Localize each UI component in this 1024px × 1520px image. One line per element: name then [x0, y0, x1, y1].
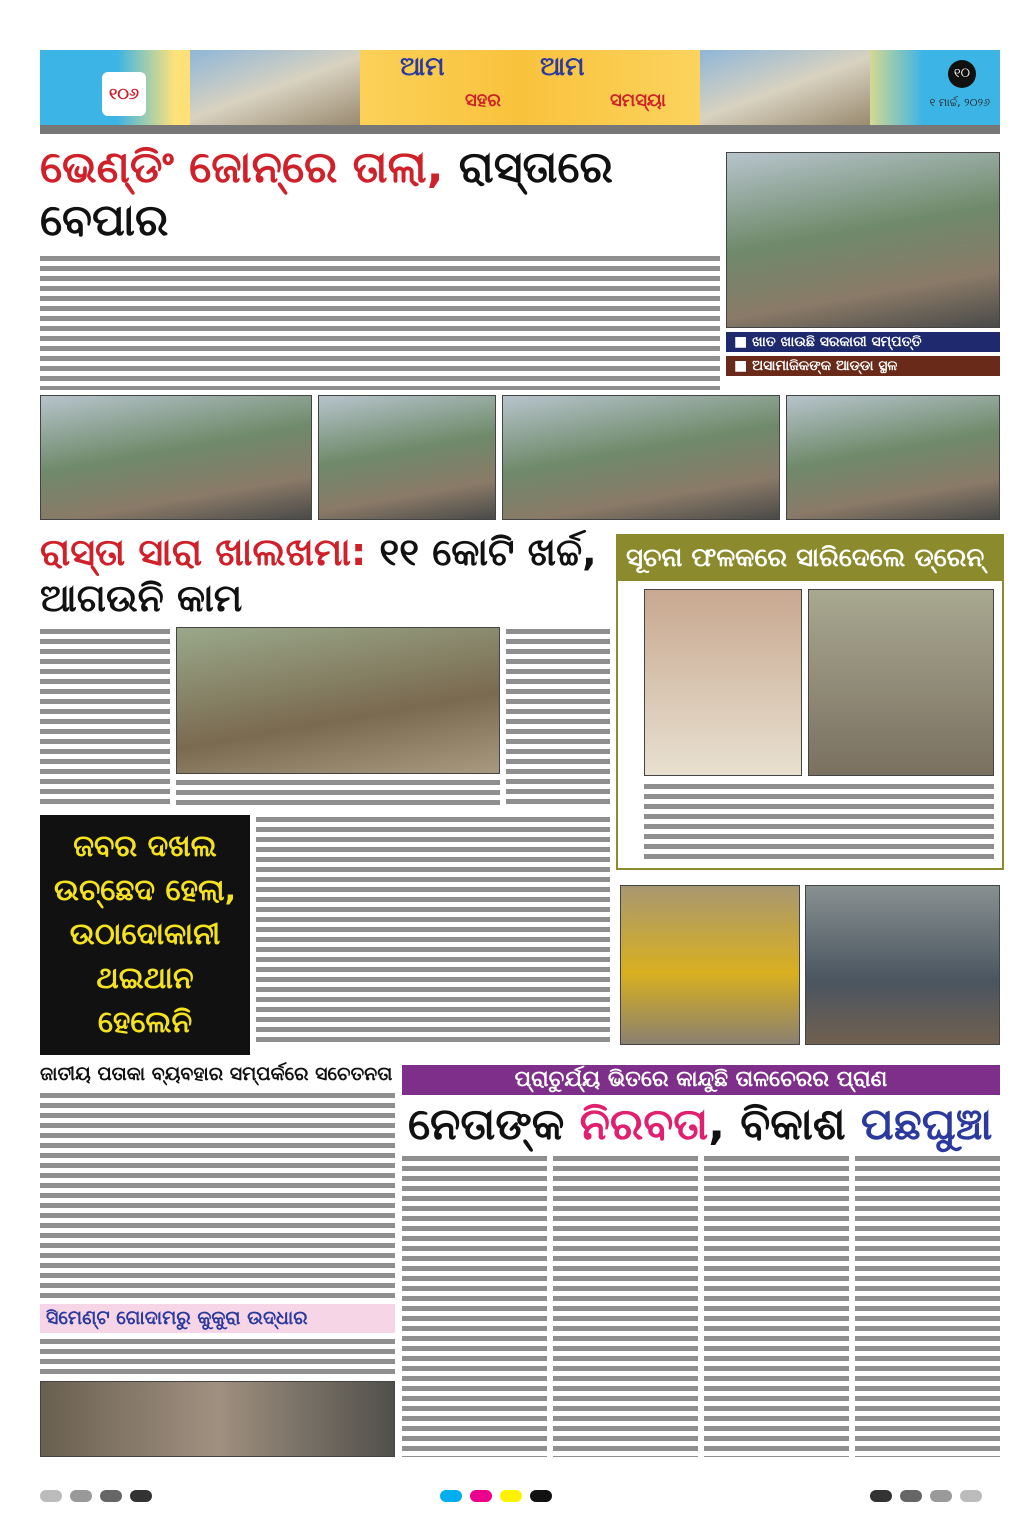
- road-story: [40, 530, 610, 808]
- article-body: [40, 254, 720, 390]
- article-body: [256, 815, 610, 1045]
- drain-photo-row: [644, 589, 994, 777]
- color-bar: [70, 1490, 92, 1502]
- road-body-row: [40, 627, 610, 808]
- color-bar: [130, 1490, 152, 1502]
- photo: [502, 395, 780, 520]
- color-bar: [870, 1490, 892, 1502]
- photo: [786, 395, 1000, 520]
- headline-road: ରାସ୍ତା ସାରା ଖାଲଖମା: ୧୧ କୋଟି ଖର୍ଚ୍ଚ, ଆଗଉନି କାମ: [40, 530, 610, 621]
- title-word: ସହର: [465, 90, 501, 111]
- title-word: ଆମ: [400, 52, 445, 82]
- title-word: ସମସ୍ୟା: [610, 90, 666, 111]
- photo: [40, 395, 312, 520]
- kicker-talcher: ପ୍ରାଚୁର୍ଯ୍ୟ ଭିତରେ କାନ୍ଦୁଛି ତାଳଚେରର ପ୍ରାଣ: [402, 1065, 1000, 1095]
- color-bar: [960, 1490, 982, 1502]
- article-body: [176, 778, 500, 808]
- signboard-photo: [644, 589, 802, 777]
- color-bar: [930, 1490, 952, 1502]
- title-word: ଆମ: [540, 52, 585, 82]
- temple-photo: [190, 50, 360, 125]
- drain-photo: [808, 589, 994, 777]
- crowd-photo: [805, 885, 1000, 1045]
- article-body: [40, 1337, 395, 1377]
- article-body: [40, 1091, 395, 1301]
- sub-label: ■ ଖାତ ଖାଉଛି ସରକାରୀ ସମ୍ପତ୍ତି: [726, 332, 1000, 352]
- masthead-banner: [40, 50, 1000, 125]
- article-body: [644, 782, 994, 862]
- color-bar: [40, 1490, 62, 1502]
- flag-cement-column: [40, 1062, 395, 1457]
- color-bar: [470, 1490, 492, 1502]
- talcher-story: [402, 1065, 1000, 1457]
- vending-story: [40, 142, 720, 390]
- talcher-body-row: [402, 1154, 1000, 1457]
- color-bar: [530, 1490, 552, 1502]
- bulldozer-photo: [620, 885, 800, 1045]
- color-bar: [900, 1490, 922, 1502]
- article-body: [402, 1154, 547, 1457]
- headline-drain: ସୂଚନା ଫଳକରେ ସାରିଦେଲେ ଡ୍ରେନ୍: [618, 536, 1002, 581]
- road-photo: [176, 627, 500, 774]
- article-body: [553, 1154, 698, 1457]
- headline-talcher: ନେତାଙ୍କ ନିରବତା, ବିକାଶ ପଛଘୁଞ୍ଚା: [408, 1099, 993, 1150]
- divider: [40, 125, 1000, 134]
- rescue-photo: [40, 1381, 395, 1457]
- article-body: [40, 627, 170, 808]
- photo: [318, 395, 496, 520]
- monument-photo: [700, 50, 870, 125]
- drain-story-box: [616, 534, 1004, 870]
- logo: ୧୦୬: [102, 72, 146, 116]
- color-bar: [100, 1490, 122, 1502]
- issue-date: ୧ ମାର୍ଚ୍ଚ, ୨୦୨୬: [929, 96, 990, 109]
- article-body: [855, 1154, 1000, 1457]
- vending-photo-column: [726, 152, 1000, 376]
- headline-cement: ସିମେଣ୍ଟ ଗୋଦାମରୁ କୁକୁରା ଉଦ୍ଧାର: [40, 1304, 395, 1333]
- color-bar: [440, 1490, 462, 1502]
- headline-vending: ଭେଣ୍ଡିଂ ଜୋନ୍‌ରେ ତାଲା, ରାସ୍ତାରେ ବେପାର: [40, 142, 720, 248]
- page-number: ୧୦: [948, 60, 976, 88]
- color-bar: [500, 1490, 522, 1502]
- headline-flag: ଜାତୀୟ ପତାକା ବ୍ୟବହାର ସମ୍ପର୍କରେ ସଚେତନତା: [40, 1063, 393, 1085]
- article-body: [704, 1154, 849, 1457]
- article-body: [506, 627, 610, 808]
- road-photo-column: [176, 627, 500, 808]
- headline-eviction: ଜବର ଦଖଲ ଉଚ୍ଛେଦ ହେଲା, ଉଠାଦୋକାନୀ ଥଇଥାନ ହେଲେନି: [40, 815, 250, 1055]
- sub-label: ■ ଅସାମାଜିକଙ୍କ ଆଡ୍ଡା ସ୍ଥଳ: [726, 356, 1000, 376]
- vending-zone-photo: [726, 152, 1000, 328]
